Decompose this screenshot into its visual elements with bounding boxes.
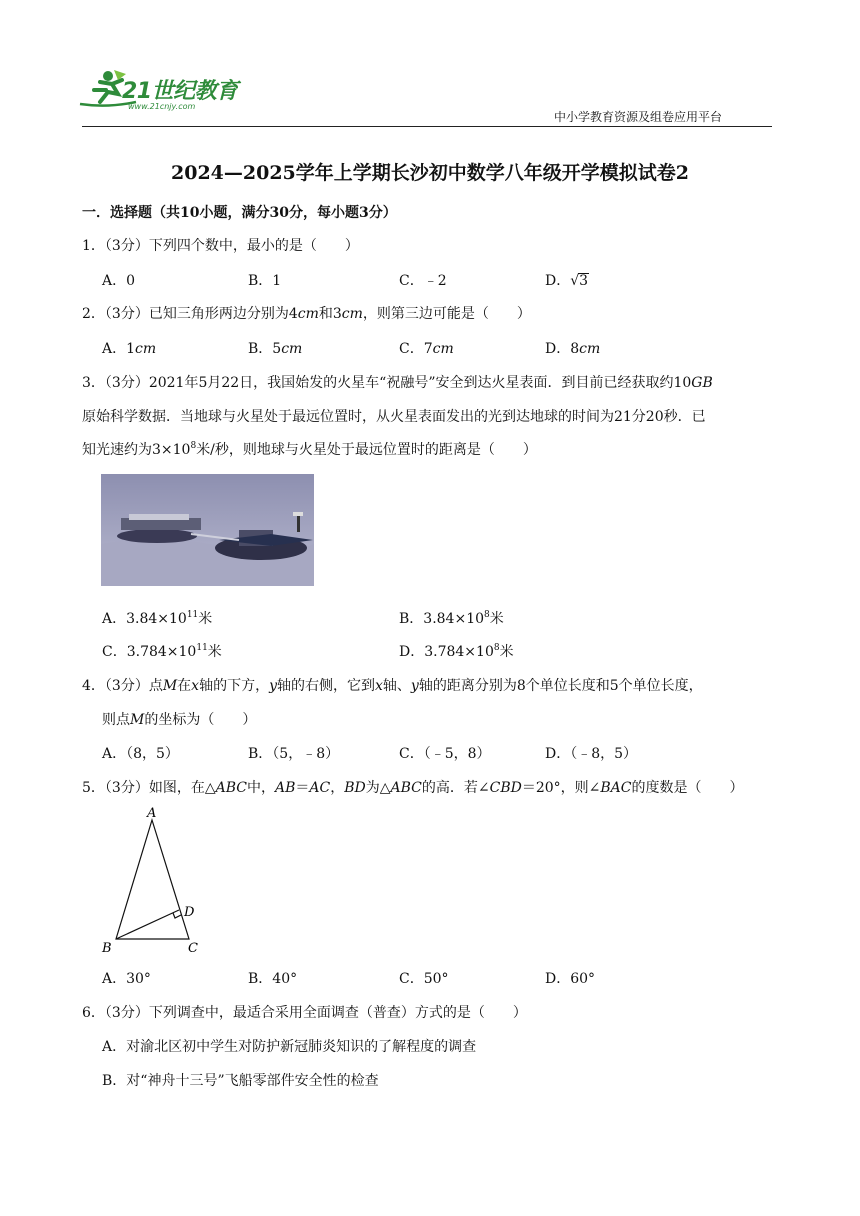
q2-option-b: B．5cm	[248, 341, 303, 357]
platform-name: 中小学教育资源及组卷应用平台	[554, 110, 723, 124]
q2-option-a: A．1cm	[102, 341, 157, 357]
q1-option-c: C．﹣2	[399, 273, 447, 289]
q4-option-a: A．（8，5）	[102, 746, 179, 762]
q1-stem: 1．（3分）下列四个数中，最小的是（ ）	[82, 238, 359, 254]
q3-line-1: 3．（3分）2021年5月22日，我国始发的火星车“祝融号”安全到达火星表面．到目前已经获取约10GB	[82, 375, 713, 391]
q3-line-2: 原始科学数据．当地球与火星处于最远位置时，从火星表面发出的光到达地球的时间为21分20秒．已	[82, 409, 706, 425]
label-c: C	[188, 941, 198, 956]
q4-option-c: C．（﹣5，8）	[399, 746, 491, 762]
exam-title: 2024—2025学年上学期长沙初中数学八年级开学模拟试卷2	[171, 162, 689, 184]
q2-stem: 2．（3分）已知三角形两边分别为4cm和3cm，则第三边可能是（ ）	[82, 306, 531, 322]
altitude-bd	[116, 910, 179, 939]
q3-option-d: D．$3.784\times 10^8$米	[399, 643, 514, 660]
q3-option-a: A．$3.84\times 10^{11}$米	[102, 610, 213, 627]
logo-url: www.21cnjy.com	[128, 102, 196, 111]
header-divider	[82, 126, 772, 127]
triangle-abc	[116, 820, 189, 939]
label-a: A	[147, 806, 157, 821]
section-heading: 一．选择题（共10小题，满分30分，每小题3分）	[82, 205, 397, 221]
q3-line-3: 知光速约为$3\times 10^8$米/秒，则地球与火星处于最远位置时的距离是（ ）	[82, 441, 537, 458]
label-b: B	[102, 941, 112, 956]
sqrt-sign: √	[570, 273, 580, 289]
q5-option-c: C．50°	[399, 971, 449, 987]
q2-option-d: D．8cm	[545, 341, 601, 357]
q2-option-c: C．7cm	[399, 341, 454, 357]
q6-stem: 6．（3分）下列调查中，最适合采用全面调查（普查）方式的是（ ）	[82, 1005, 527, 1021]
q1-option-b: B．1	[248, 273, 282, 289]
q1-option-a: A．0	[102, 273, 136, 289]
q4-option-b: B．（5，﹣8）	[248, 746, 340, 762]
mars-rover-photo	[101, 474, 314, 586]
q4-line-2: 则点M的坐标为（ ）	[102, 712, 257, 728]
q5-option-a: A．30°	[102, 971, 151, 987]
triangle-figure	[100, 806, 210, 956]
q4-line-1: 4．（3分）点M在x轴的下方，y轴的右侧，它到x轴、y轴的距离分别为8个单位长度和5个单位长度，	[82, 678, 703, 694]
q5-option-b: B．40°	[248, 971, 298, 987]
q4-option-d: D．（﹣8，5）	[545, 746, 638, 762]
q1-option-d: D．√3	[545, 273, 589, 289]
label-d: D	[184, 905, 195, 920]
q3-option-c: C．$3.784\times 10^{11}$米	[102, 643, 222, 660]
q6-option-b: B．对“神舟十三号”飞船零部件安全性的检查	[102, 1073, 379, 1089]
q3-option-b: B．$3.84\times 10^8$米	[399, 610, 504, 627]
radicand: 3	[579, 273, 589, 289]
right-angle-mark	[173, 913, 181, 918]
q6-option-a: A．对渝北区初中学生对防护新冠肺炎知识的了解程度的调查	[102, 1039, 477, 1055]
logo-text: 21世纪教育	[122, 79, 238, 104]
q5-stem: 5．（3分）如图，在△ABC中，AB＝AC，BD为△ABC的高．若∠CBD＝20°，则∠BAC的度数是（ ）	[82, 780, 744, 796]
q5-option-d: D．60°	[545, 971, 596, 987]
